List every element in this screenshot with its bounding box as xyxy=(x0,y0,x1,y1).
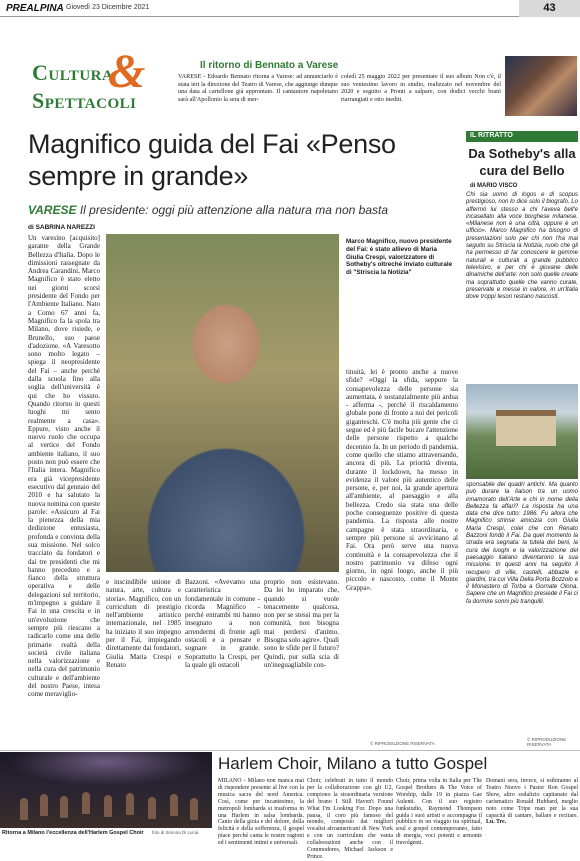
teaser-text-second: coledì 25 maggio 2022 per presentare il suo album Non c'è, il suo ventesimo lavoro in studio, realizzato nel novembre del 2020 e seguito a Pronti a salpare, con dodici vecchi brani riarrangiati e otto inediti. xyxy=(341,73,501,103)
teaser-text-first: VARESE - Edoardo Bennato ritorna a Varese: ad annunciarlo è stata ieri la direzione del Teatro di Varese, che aggiunge dunque una data al cartellone già approntato. Il cantautore napoletano sarà all'Apollonio la sera di mer- xyxy=(178,73,338,103)
section-title-spettacoli: Spettacoli xyxy=(32,88,137,113)
harlem-column-4-text: Domani sera, invece, si esibiranno al Teatro Nuovo i Pastor Ron Gospel Show, altro sodalizio capitanato dal carismatico Ronald Hubbard, meglio noto come Tripe man per la sua capacità di cantare, ballare e recitare. xyxy=(486,778,578,819)
article-byline: di SABRINA NAREZZI xyxy=(28,224,95,231)
article-kicker: VARESE xyxy=(28,203,77,217)
sidebar-title: Da Sotheby's alla cura del Bello xyxy=(468,146,576,178)
article-headline: Magnifico guida del Fai «Penso sempre in grande» xyxy=(28,129,396,191)
singer-figure xyxy=(104,795,112,817)
bottom-divider xyxy=(0,750,580,751)
harlem-signature: Lu. Tre. xyxy=(486,819,507,826)
harlem-column-4 xyxy=(486,778,578,833)
singer-figure xyxy=(170,794,178,816)
magnifico-portrait-photo xyxy=(106,234,339,572)
sidebar-byline: di MARIO VISCO xyxy=(470,183,518,189)
article-subhead xyxy=(28,203,458,217)
harlem-choir-photo xyxy=(0,752,212,828)
harlem-photo-caption: Ritorna a Milano l'eccellenza dell'Harlem Gospel Choir xyxy=(2,830,144,836)
harlem-photo-credit: foto di Simona Di Lucia xyxy=(152,830,199,835)
sidebar-copyright: © RIPRODUZIONE RISERVATA xyxy=(527,737,567,747)
article-column-3: Bazzoni. «Avevamo una caratteristica fondamentale in comune - ricorda Magnifico - perché entrambi mi hanno insegnato a non arrendermi di fronte agli ostacoli e a pensare e sognare in grande. Soprattutto la Crespi, per la quale gli ostacoli xyxy=(185,578,260,669)
copyright-notice: © RIPRODUZIONE RISERVATA xyxy=(370,741,435,746)
page-number: 43 xyxy=(519,0,580,17)
article-column-2: e inscindibile unione di natura, arte, cultura e storia». Magnifico, con un curriculum di prestigio nell'ambiente artistico internazionale, nel 1985 ha iniziato il suo impegno per il Fai, impiegando direttamente dai fondatori, Giulia Maria Crespi e Renato xyxy=(106,578,181,669)
sidebar-text-top: Chi sia uomo di logos e di scopus prestigioso, non lo dice solo il biografo. Lo affermò lui stesso a chi l'aveva bell'e incasellato alla voce borghese milanese. «Milanese non è una città, oppure è un ufficio». Marco Magnifico ha bisogno di presentazioni solo per chi non l'ha mai seguito su Striscia la Notizia, ruolo che gli ha permesso di far conoscere le gemme naturali e culturali a grande pubblico televisivo, e per chi è giovane delle dinamiche dell'arte: non solo quelle create ma soprattutto quelle che vanno curate, preservate e messe in valore, in un'Italia dove troppi tesori restano nascosti. xyxy=(466,192,578,301)
harlem-column-2: Choir, celebrati in tutto il mondo per la collaborazione con gli U2, compiono la straordinaria versione del brano I Still Haven't Found What I'm Looking For. Dopo una pausa, il coro più famoso del mondo, composto dai migliori vocalist afroamericani di New York e con un curriculum che vanta collaborazioni anche con il Commodores, Michael Jackson e Prince. xyxy=(307,778,393,860)
article-column-1: Un varesino [acquisito] garante della Grande Bellezza d'Italia. Dopo le dimissioni rassegnate da Andrea Carandini, Marco Magnifico è stato eletto nei giorni scorsi presidente del Fondo per l'Ambiente Italiano. Nato a Como 67 anni fa, Magnifico fa la spola tra Milano, dove risiede, e Brunello, suo paese d'adozione. «A Varesotto sono molto legato – spiega il neopresidente del Fai – anche perché dalla scuola fino alla soglia dell'università è qui che ho vissuto. Quando ritorno in questi luoghi mi sento realmente a casa». Eppure, visto anche il nuovo ruolo che occupa al vertice del Fondo ambiente italiano, il suo posto non può essere che l'Italia intera. Magnifico era già vicepresidente esecutivo dal gennaio del 2010 e ha salutato la nuova nomina con queste parole: «Assicuro al Fai la pienezza della mia dedizione entusiasta, profonda e convinta della sua missione. Nel solco tracciato da fondatori e dai tre presidenti che mi hanno preceduto e a fianco della struttura operativa e delle delegazioni sul territorio, m'impegno a guidare il Fai in una crescita e in un'evoluzione che sempre più riescano a radicarlo come una delle primarie realtà della società civile italiana nella valorizzazione e nella cura del patrimonio culturale e dell'ambiente del nostro Paese, intesa come meraviglio- xyxy=(28,234,100,699)
singer-figure xyxy=(60,796,68,818)
section-title-cultura: Cultura xyxy=(32,60,114,85)
singer-figure xyxy=(82,792,90,814)
singer-figure xyxy=(126,793,134,815)
masthead-brand: PREALPINA xyxy=(6,3,64,14)
singer-figure xyxy=(190,798,198,820)
harlem-column-3: Choir, prima volta in Italia per The Gospel Brothers & The Voice of Worship, dalle 19 in piazza Gae Aulenti. Con il suo registro funkstudio, Raymond Thompson guida i suoi artisti e accompagna il pubblico in un viaggio tra spiritual, soul e gospel contemporaneo, fatto di energia, voci potenti e armonie travolgenti. xyxy=(396,778,482,847)
photo-caption: Marco Magnifico, nuovo presidente del Fai: è stato allievo di Maria Giulia Crespi, valorizzatore di Sotheby's oltreché inviato culturale di "Striscia la Notizia" xyxy=(346,238,453,277)
singer-figure xyxy=(40,794,48,816)
singer-figure xyxy=(20,798,28,820)
article-column-5: tinuità, lei è pronto anche a nuove sfide? «Oggi la sfida, seppure la consapevolezza delle persone sia aumentata, è sostanzialmente più ardua - afferma -, perché il riscaldamento globale pone di fronte a noi dei pericoli giganteschi. C'è molta più gente che ci segue ed è più facile bucare l'attenzione delle persone rispetto a qualche decennio fa. In un periodo di pandemia, come quello che stiamo attraversando, ancora di più. La priorità diventa, durante il lockdown, ha messo in evidenza il valore più autentico delle persone, e, per noi, la grande apertura all'ambiente, al paesaggio e alla bellezza. Credo sia stata una delle poche conseguenze positive di questa pandemia. La risposta alle nostre campagne è stata straordinaria, e sempre più persone si avvicinano al Fai. Ora però serve una nuova continuità e la consapevolezza che il nostro patrimonio va difeso ogni giorno, in ogni luogo, anche il più piccolo e nascosto, come il Monte Grappa». xyxy=(346,368,458,592)
teaser-title: Il ritorno di Bennato a Varese xyxy=(200,60,339,71)
harlem-column-1: MILANO - Milano non manca mai di rispondere presente al live con la musica sacra del nord America. Così, come per incantesimo, la metropoli lombarda si trasforma in una Harlem in salsa lombarda. Canto della gioia e del dolore, della felicità e della sofferenza, il gospel piace perché canta le nostre ragioni ed i sentimenti intimi e universali. xyxy=(218,778,304,847)
villa-building xyxy=(496,410,556,446)
bennato-photo xyxy=(505,56,577,116)
article-column-4: proprio non esistevano. Da lei ho imparato che, quando si vuole tenacemente qualcosa, non per se stessi ma per la comunità, non bisogna mai perdersi d'animo. Bisogna solo agire». Quali sono le sfide per il futuro? Quindi, pur sulla scia di un'ineguagliabile con- xyxy=(264,578,339,669)
singer-figure xyxy=(148,797,156,819)
sidebar-text-bottom: sponsabile dei quadri antichi. Ma quanto può durare la liaison tra un uomo innamorato dell'Arte e chi in nome della Bellezza fa affari? La risposta ha una data che dice tutto: 1986. Fu allora che Magnifico strinse amicizia con Giulia Maria Crespi, colei che con Renato Bazzoni fondò il Fai. Da quel momento la strada era segnata: la tutela dei beni, la cura dei luoghi e la valorizzazione del paesaggio italiano diventarono la sua missione. In questi anni ha seguito il recupero di ville, castelli, abbazie e giardini, tra cui Villa Della Porta Bozzolo e il Monastero di Torba a Gornate Olona. Sapere che un Magnifico presiede il Fai ci fa dormire sonni più tranquilli. xyxy=(466,482,578,605)
issue-date: Giovedì 23 Dicembre 2021 xyxy=(66,4,150,11)
harlem-headline: Harlem Choir, Milano a tutto Gospel xyxy=(218,754,488,773)
section-ampersand: & xyxy=(108,45,146,98)
sidebar-label: IL RITRATTO xyxy=(470,132,513,139)
article-subhead-text: Il presidente: oggi più attenzione alla natura ma non basta xyxy=(79,203,389,217)
